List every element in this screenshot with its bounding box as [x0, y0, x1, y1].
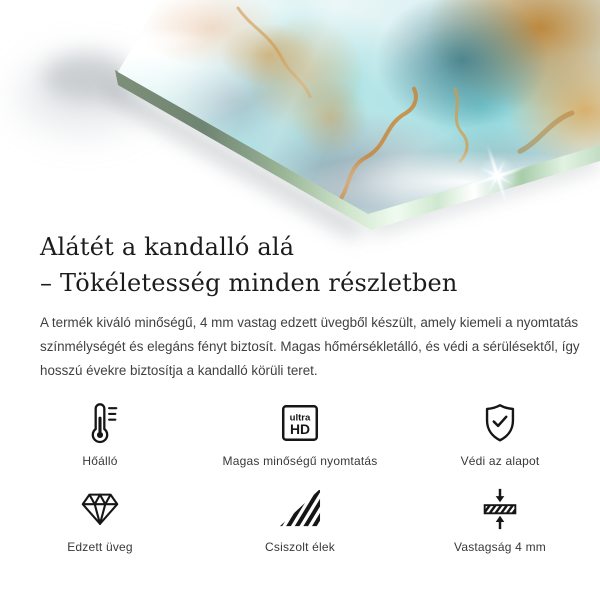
page-title-line2: – Tökéletesség minden részletben — [40, 269, 458, 297]
product-description: A termék kiváló minőségű, 4 mm vastag edzett üvegből készült, amely kiemeli a nyomtatás színmélységét és elegáns fényt biztosít. Magas hőmérsékletálló, és védi a sérülésektől, így hosszú évekre biztosítja a kandalló körüli teret. — [40, 315, 580, 378]
page-title — [40, 229, 458, 301]
svg-text:HD: HD — [289, 421, 311, 438]
feature-label: Magas minőségű nyomtatás — [222, 454, 378, 468]
feature-protects-base — [400, 399, 600, 468]
feature-label: Hőálló — [82, 454, 118, 468]
page-title-line1: Alátét a kandalló alá — [40, 233, 295, 261]
thickness-icon — [476, 485, 524, 533]
feature-thickness — [400, 485, 600, 554]
diamond-icon — [76, 485, 124, 533]
shield-check-icon — [476, 399, 524, 447]
feature-label: Edzett üveg — [67, 540, 133, 554]
product-image — [0, 0, 600, 232]
ultra-hd-icon — [276, 399, 324, 447]
feature-heat-resistant — [0, 399, 200, 468]
feature-polished-edges — [200, 485, 400, 554]
thermometer-icon — [76, 399, 124, 447]
marble-veins — [0, 0, 600, 232]
glass-surface — [0, 0, 600, 232]
feature-label: Csiszolt élek — [265, 540, 335, 554]
polished-edges-icon — [276, 485, 324, 533]
feature-label: Védi az alapot — [460, 454, 540, 468]
feature-high-quality-print — [200, 399, 400, 468]
features-grid — [0, 399, 600, 554]
feature-tempered-glass — [0, 485, 200, 554]
feature-label: Vastagság 4 mm — [454, 540, 546, 554]
svg-text:ultra: ultra — [289, 412, 311, 424]
